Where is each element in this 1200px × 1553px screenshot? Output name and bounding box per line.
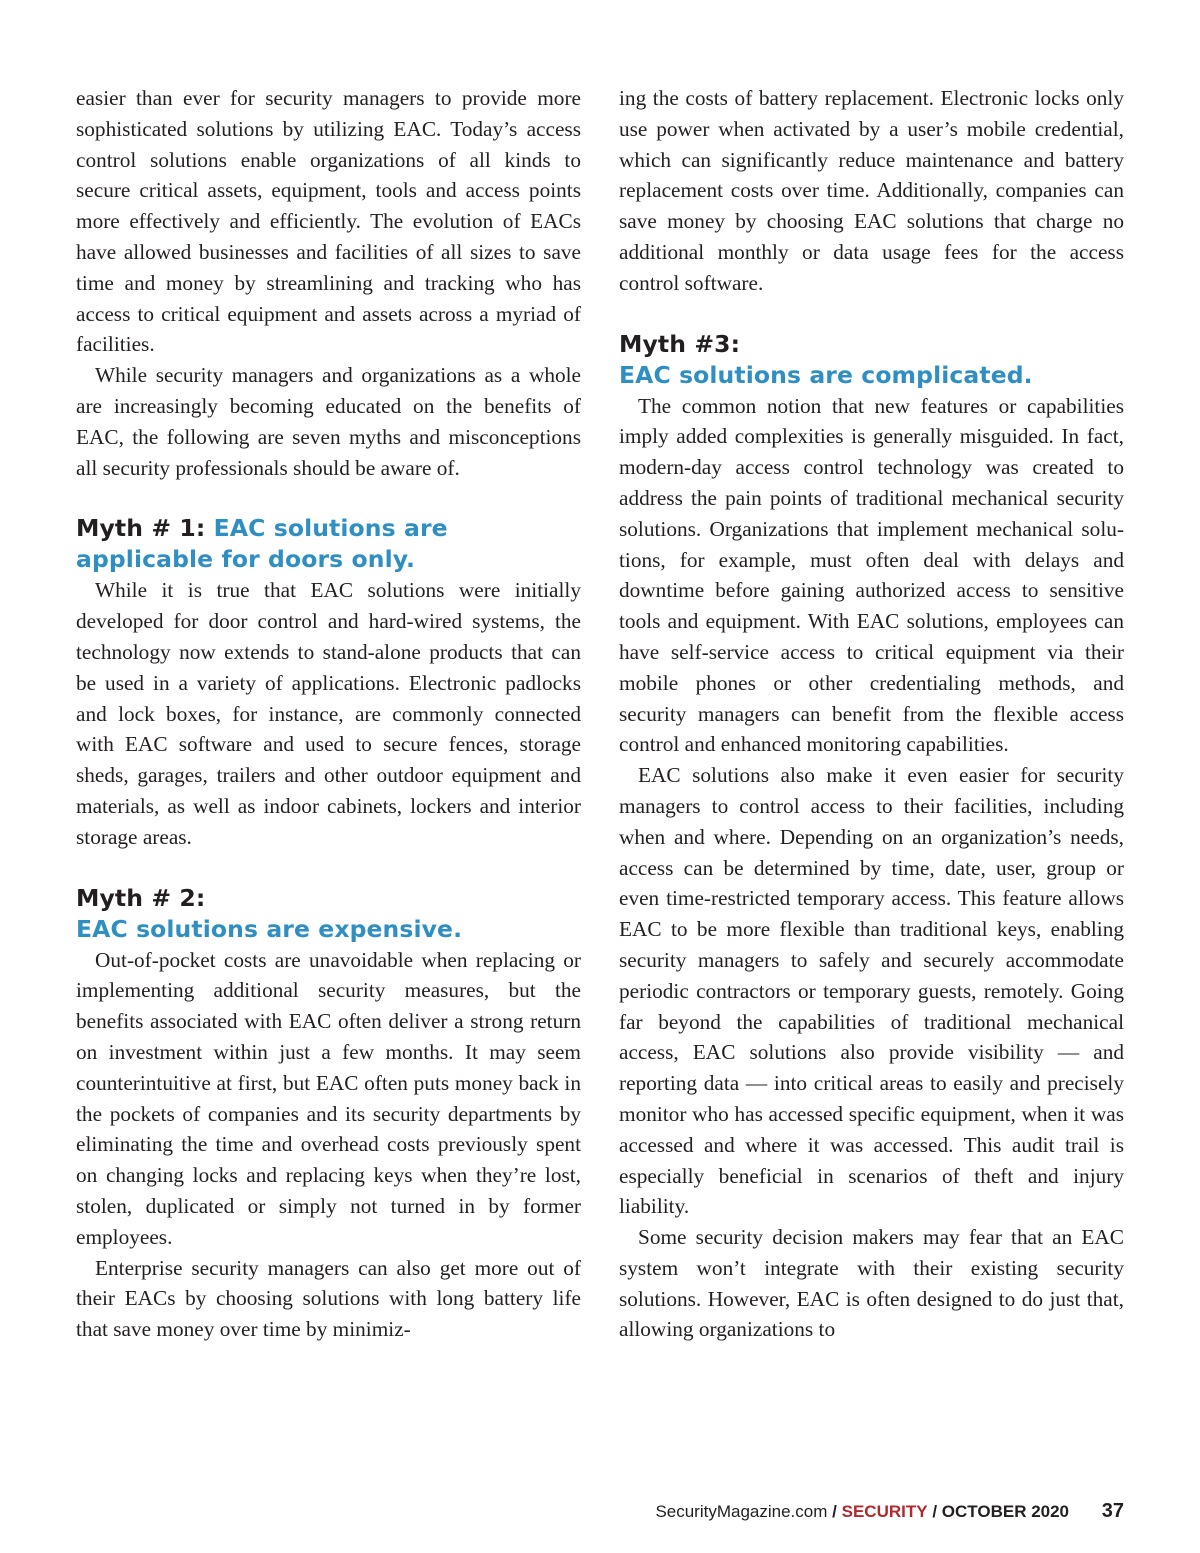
left-column (76, 83, 581, 1345)
page-number: 37 (1101, 1500, 1124, 1522)
myth-1-heading (76, 513, 581, 575)
myth-3-body-2: EAC solutions also make it even easier for security managers to control access to their facilities, including when and where. Depending on an organization’s needs, access can be determined by time, date, user, group or even time-restricted temporary access. This feature allows EAC to be more flexible than traditional keys, enabling security managers to safely and securely accommodate periodic contractors or temporary guests, remotely. Going far beyond the capabilities of traditional mechanical access, EAC solutions also provide visibility — and reporting data — into critical areas to easily and precisely monitor who has accessed specific equipment, when it was accessed and where it was accessed. This audit trail is especially beneficial in scenarios of theft and injury liability. (619, 763, 1124, 1219)
myth-2-heading (76, 883, 581, 945)
footer-separator: / (932, 1502, 938, 1521)
myth-2-label: Myth # 2: (76, 883, 206, 912)
myth-3-body-1: The common notion that new features or capabilities imply added complexities is generally misguided. In fact, modern-day access control technology was created to address the pain points of traditional mechanical security solutions. Organizations that implement mechanical solutions, for example, must often deal with delays and downtime before gaining authorized access to sensitive tools and equipment. With EAC solutions, employees can have self-service access to critical equipment via their mobile phones or other credentialing methods, and security managers can benefit from the flexible access control and enhanced monitoring capabilities. (619, 393, 1124, 757)
myth-1-claim: EAC solutions are applicable for doors only. (76, 514, 448, 574)
right-column (619, 83, 1124, 1345)
footer-brand: SECURITY (841, 1502, 928, 1521)
myth-1-body: While it is true that EAC solutions were initially developed for door control and hard-wired systems, the technology now extends to stand-alone products that can be used in a variety of applications. Electronic padlocks and lock boxes, for instance, are commonly connected with EAC software and used to secure fences, storage sheds, garages, trailers and other outdoor equipment and materials, as well as indoor cabinets, lockers and interior storage areas. (76, 578, 581, 849)
myth-3-label: Myth #3: (619, 329, 741, 358)
footer-separator: / (832, 1502, 837, 1521)
footer-site-link[interactable]: SecurityMagazine.com (655, 1502, 828, 1521)
myth-3-body-3: Some security decision makers may fear that an EAC system won’t integrate with their existing security solutions. However, EAC is often designed to do just that, allowing organizations to (619, 1225, 1124, 1342)
myth-2-body-1: Out-of-pocket costs are unavoidable when replacing or implementing additional security measures, but the benefits associated with EAC often deliver a strong return on investment within just a few months. It may seem counterintuitive at first, but EAC often puts money back in the pockets of companies and its security departments by eliminating the time and overhead costs previously spent on changing locks and replacing keys when they’re lost, stolen, duplicated or simply not turned in by former employees. (76, 947, 581, 1249)
page-footer (655, 1497, 1124, 1526)
intro-paragraph-1: easier than ever for security managers to provide more sophisticated solutions by utilizing EAC. Today’s access control solutions enable organizations of all kinds to secure critical assets, equipment, tools and access points more effectively and efficiently. The evolution of EACs have allowed businesses and facilities of all sizes to save time and money by streamlining and tracking who has access to critical equipment and assets across a myriad of facilities. (76, 86, 581, 357)
myth-3-claim: EAC solutions are complicated. (619, 360, 1033, 389)
myth-3-heading (619, 329, 1124, 391)
continued-paragraph: ing the costs of battery replacement. Electronic locks only use power when activated by a user’s mobile credential, which can significantly reduce maintenance and battery replacement costs over time. Additionally, companies can save money by choosing EAC solutions that charge no additional monthly or data usage fees for the access control software. (619, 86, 1124, 295)
myth-2-body-2: Enterprise security managers can also get more out of their EACs by choosing solutions with long battery life that save money over time by minimiz- (76, 1255, 581, 1342)
myth-1-label: Myth # 1: (76, 514, 206, 543)
myth-2-claim: EAC solutions are expensive. (76, 914, 463, 943)
footer-issue-date: OCTOBER 2020 (941, 1502, 1070, 1521)
intro-paragraph-2: While security managers and organizations as a whole are increasingly becoming educated on the benefits of EAC, the following are seven myths and misconceptions all security professionals should be aware of. (76, 363, 581, 480)
